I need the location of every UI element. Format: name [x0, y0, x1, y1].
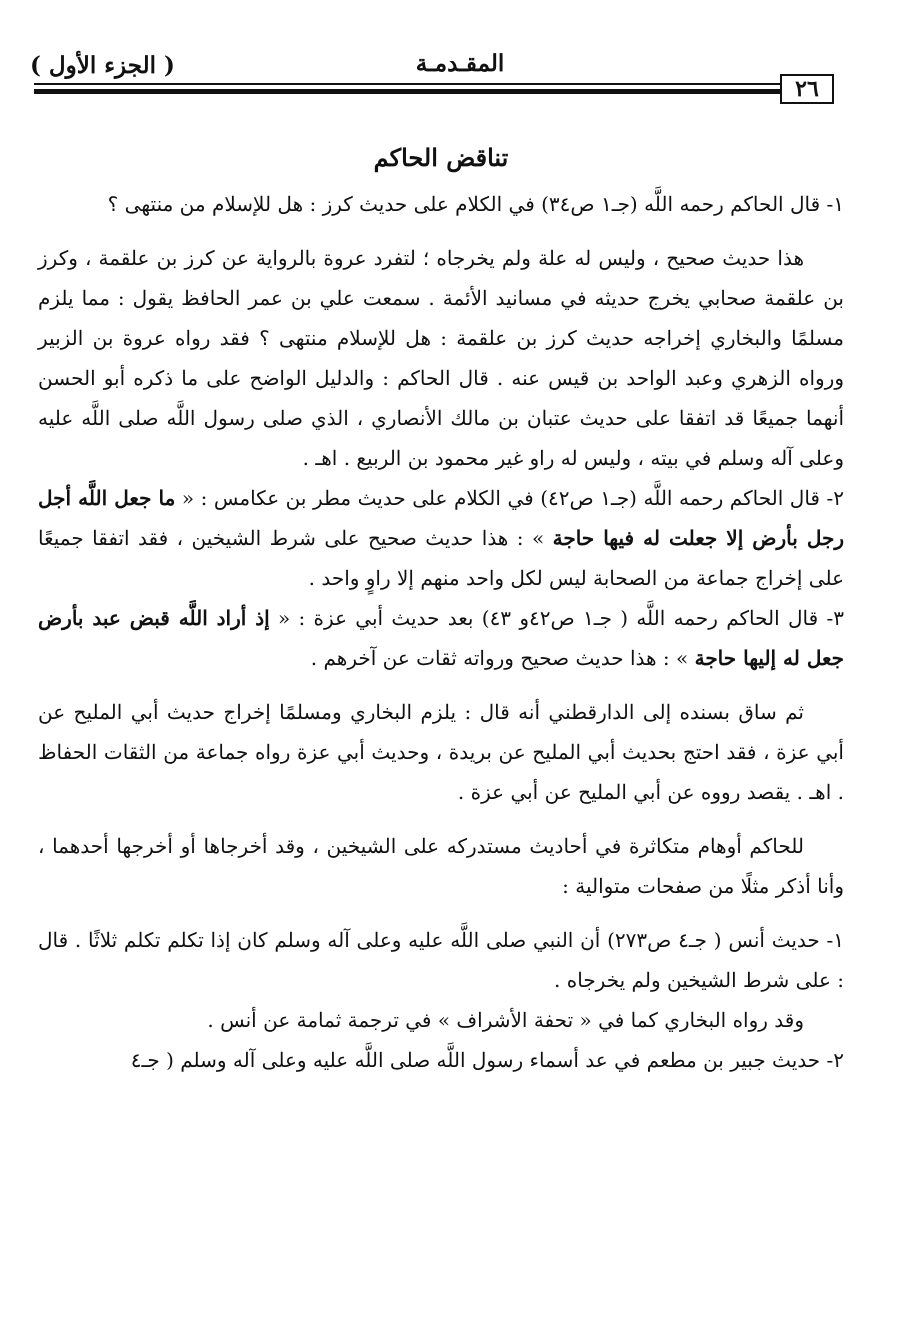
- paragraph-daraqutni: ثم ساق بسنده إلى الدارقطني أنه قال : يلزم البخاري ومسلمًا إخراج حديث أبي المليح عن أبي عزة ، فقد احتج بحديث أبي المليح عن بريدة ، وحديث أبي عزة رواه جماعة من الثقات الحفاظ . اهـ . يقصد رووه عن أبي المليح عن أبي عزة .: [38, 700, 844, 804]
- header-book-part: ( الجزء الأول ): [30, 52, 175, 79]
- page-body: [38, 132, 844, 1080]
- paragraph-item-3: [38, 598, 844, 678]
- header-rule-thick: [34, 89, 782, 94]
- paragraph-item-2: [38, 478, 844, 598]
- paragraph-anas-hadith: ١- حديث أنس ( جـ٤ ص٢٧٣) أن النبي صلى اللَّه عليه وعلى آله وسلم كان إذا تكلم تكلم ثلاثًا . قال : على شرط الشيخين ولم يخرجاه .: [38, 928, 845, 992]
- text-segment: ٣- قال الحاكم رحمه اللَّه ( جـ١ ص٤٢و ٤٣) بعد حديث أبي عزة : «: [269, 606, 844, 630]
- header-section-title: المقـدمـة: [415, 50, 505, 77]
- paragraph-jubair-hadith: ٢- حديث جبير بن مطعم في عد أسماء رسول اللَّه صلى اللَّه عليه وعلى آله وسلم ( جـ٤: [130, 1048, 844, 1072]
- text-segment: ٢- قال الحاكم رحمه اللَّه (جـ١ ص٤٢) في الكلام على حديث مطر بن عكامس : «: [175, 486, 845, 510]
- hadith-quote: إذ أراد اللَّه قبض عبد بأرض جعل له إليها حاجة: [38, 606, 844, 670]
- paragraph-item-1: ١- قال الحاكم رحمه اللَّه (جـ١ ص٣٤) في الكلام على حديث كرز : هل للإسلام من منتهى ؟: [107, 192, 844, 216]
- header-rule-thin: [34, 83, 782, 85]
- text-segment: » : هذا حديث صحيح ورواته ثقات عن آخرهم .: [310, 646, 695, 670]
- paragraph-bukhari-note: وقد رواه البخاري كما في « تحفة الأشراف » في ترجمة ثمامة عن أنس .: [207, 1008, 804, 1032]
- text-segment: » : هذا حديث صحيح على شرط الشيخين ، فقد اتفقا جميعًا على إخراج جماعة من الصحابة ليس لكل واحد منهم إلا راوٍ واحد .: [38, 526, 844, 590]
- section-heading: تناقض الحاكم: [373, 143, 509, 172]
- page-number: ٢٦: [780, 74, 834, 104]
- paragraph-hakim-errors: للحاكم أوهام متكاثرة في أحاديث مستدركه على الشيخين ، وقد أخرجاها أو أخرجها أحدهما ، وأنا أذكر مثلًا من صفحات متوالية :: [38, 834, 844, 898]
- paragraph-hakim-comment: هذا حديث صحيح ، وليس له علة ولم يخرجاه ؛ لتفرد عروة بالرواية عن كرز بن علقمة ، وكرز بن علقمة صحابي يخرج حديثه في مسانيد الأئمة . سمعت علي بن عمر الحافظ يقول : مما يلزم مسلمًا والبخاري إخراجه حديث كرز بن علقمة : هل للإسلام منتهى ؟ فقد رواه عروة بن الزبير ورواه الزهري وعبد الواحد بن قيس عنه . قال الحاكم : والدليل الواضح على ما ذكره أبو الحسن أنهما جميعًا قد اتفقا على حديث عتبان بن مالك الأنصاري ، الذي صلى رسول اللَّه صلى اللَّه عليه وعلى آله وسلم في بيته ، وليس له راو غير محمود بن الربيع . اهـ .: [38, 246, 844, 470]
- hadith-quote: ما جعل اللَّه أجل رجل بأرض إلا جعلت له فيها حاجة: [38, 486, 844, 550]
